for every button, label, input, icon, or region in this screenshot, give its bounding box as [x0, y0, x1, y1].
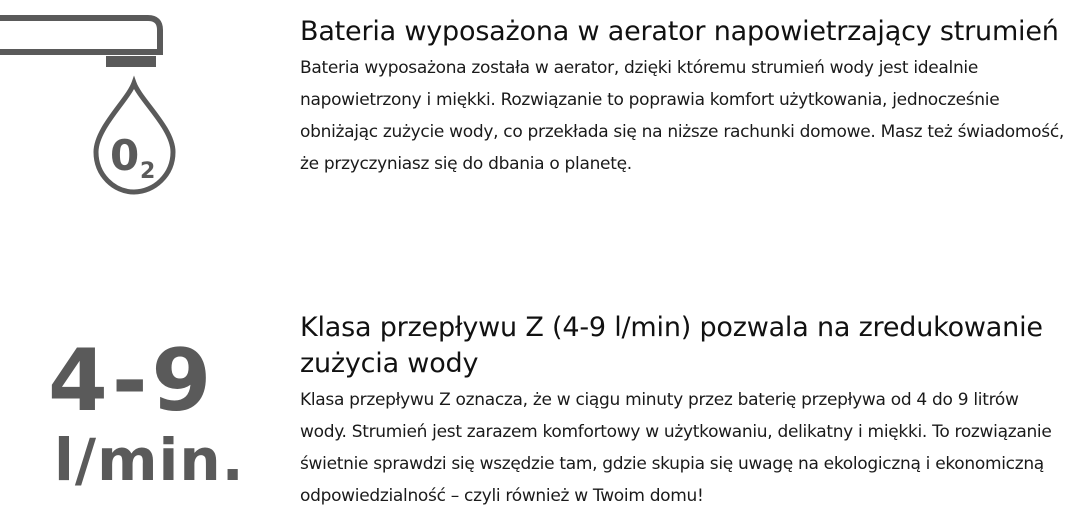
aerator-nozzle-icon	[106, 56, 156, 67]
faucet-drop-icon-svg	[0, 0, 240, 240]
faucet-drop-icon	[0, 0, 240, 240]
flow-rate-value: 4-9	[48, 331, 216, 431]
flow-rate-graphic	[48, 331, 245, 494]
flow-rate-unit: l/min.	[54, 426, 245, 494]
flow-description: Klasa przepływu Z oznacza, że w ciągu minuty przez baterię przepływa od 4 do 9 litrów wody. Strumień jest zarazem komfortowy w użytkowaniu, delikatny i miękki. To rozwiązanie świetnie sprawdzi się wszędzie tam, gdzie skupia się uwagę na ekologiczną i ekonomiczną odpowiedzialność – czyli również w Twoim domu!	[300, 390, 1052, 506]
faucet-spout-icon	[0, 18, 160, 52]
flow-class-feature	[0, 300, 1085, 522]
aerator-description: Bateria wyposażona została w aerator, dzięki któremu strumień wody jest idealnie napowietrzony i miękki. Rozwiązanie to poprawia komfort użytkowania, jednocześnie obniżając zużycie wody, co przekłada się na niższe rachunki domowe. Masz też świadomość, że przyczyniasz się do dbania o planetę.	[300, 58, 1064, 174]
flow-rate-badge	[0, 300, 245, 522]
flow-text-block	[300, 310, 1070, 512]
oxygen-subscript-icon: 2	[140, 159, 156, 184]
aerator-heading: Bateria wyposażona w aerator napowietrzający strumień	[300, 16, 1059, 47]
aerator-text-block	[300, 14, 1070, 180]
oxygen-symbol-icon: 0	[110, 131, 140, 180]
aerator-feature	[0, 0, 1085, 240]
flow-heading: Klasa przepływu Z (4-9 l/min) pozwala na zredukowanie zużycia wody	[300, 312, 1043, 379]
